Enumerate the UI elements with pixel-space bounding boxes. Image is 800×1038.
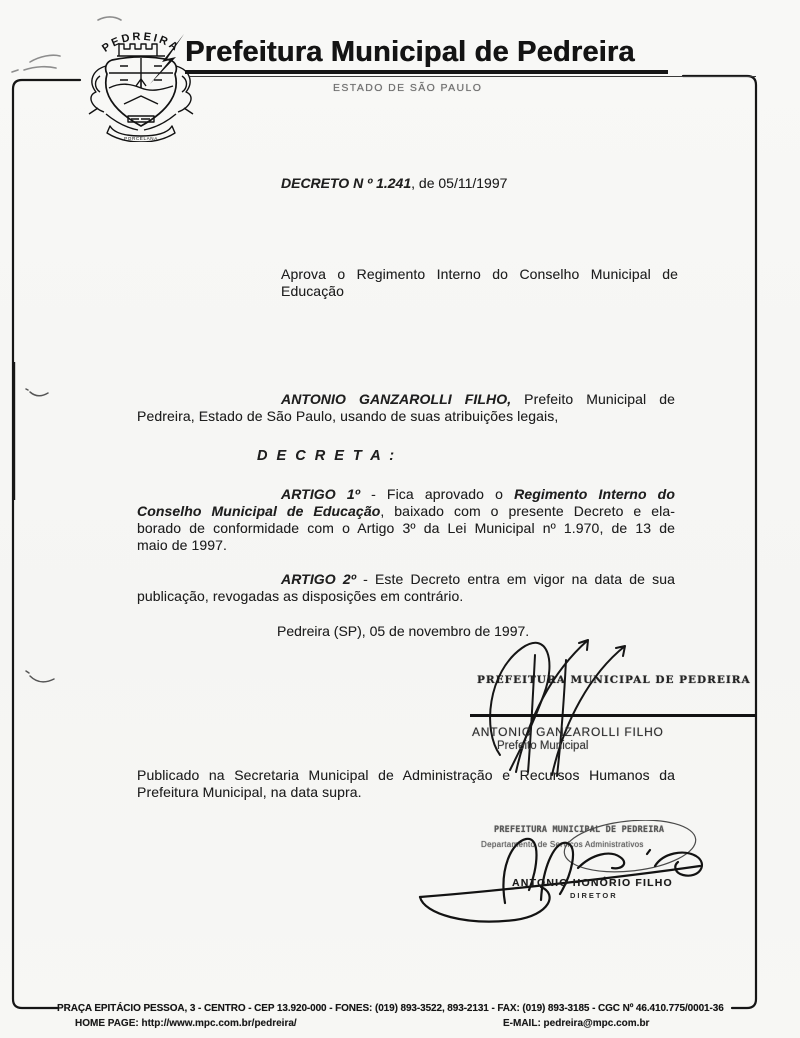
place-date-line: Pedreira (SP), 05 de novembro de 1997. — [277, 623, 530, 639]
mayor-signature — [470, 625, 670, 785]
footer-address-line: PRAÇA EPITÁCIO PESSOA, 3 - CENTRO - CEP 13.920-000 - FONES: (019) 893-3522, 893-2131 - FAX: (019) 893-3185 - CGC Nº 46.410.775/0001-36 — [57, 1003, 724, 1014]
article-2 — [137, 571, 675, 605]
summary-line1: Aprova o Regimento Interno do Conselho Municipal de — [281, 266, 678, 282]
article1-line3: borado de conformidade com o Artigo 3º da Lei Municipal nº 1.970, de 13 de — [137, 520, 675, 536]
preamble-line1 — [137, 391, 675, 408]
publication-line2: Prefeitura Municipal, na data supra. — [137, 784, 362, 800]
frame-left — [13, 80, 80, 1008]
crest-top-label: PEDREIRA — [100, 30, 182, 55]
crest-motto: PORCELANA — [124, 136, 158, 141]
summary-line2: Educação — [281, 283, 345, 299]
signature-rule — [470, 714, 756, 717]
margin-check-mark — [26, 389, 54, 682]
mayor-stamp-text: PREFEITURA MUNICIPAL DE PEDREIRA — [477, 674, 751, 686]
letterhead-title: Prefeitura Municipal de Pedreira — [185, 36, 635, 68]
preamble-line1-rest: Prefeito Municipal de — [511, 391, 675, 407]
decree-date: , de 05/11/1997 — [411, 175, 508, 191]
article1-line1-mid: - Fica aprovado o — [359, 486, 515, 502]
mayor-name-inline: ANTONIO GANZAROLLI FILHO, — [281, 391, 512, 407]
title-underline — [185, 70, 668, 74]
letterhead-subtitle: ESTADO DE SÃO PAULO — [333, 82, 483, 94]
article1-line4: maio de 1997. — [137, 537, 228, 553]
department-stamp-line2: Departamento de Serviços Administrativos — [481, 840, 644, 849]
footer-email: E-MAIL: pedreira@mpc.com.br — [503, 1018, 650, 1029]
article1-line2 — [137, 503, 675, 520]
title-underline-secondary — [190, 76, 756, 77]
decree-summary — [281, 266, 678, 300]
preamble-line2: Pedreira, Estado de São Paulo, usando de suas atribuições legais, — [137, 408, 559, 424]
footer-homepage: HOME PAGE: http://www.mpc.com.br/pedreira/ — [75, 1018, 297, 1029]
frame-scan-thickening — [12, 362, 15, 500]
article2-line1 — [137, 571, 675, 588]
article1-line2-bold: Conselho Municipal de Educação — [137, 503, 381, 519]
article1-line1-bold: Regimento Interno do — [514, 486, 675, 502]
article1-line2-rest: , baixado com o presente Decreto e ela- — [380, 503, 675, 519]
department-stamp-line1: PREFEITURA MUNICIPAL DE PEDREIRA — [494, 825, 665, 835]
mayor-role: Prefeito Municipal — [497, 740, 589, 752]
article-1 — [137, 486, 675, 554]
decree-preamble — [137, 391, 675, 425]
article2-line1-rest: - Este Decreto entra em vigor na data de sua — [356, 571, 675, 587]
article2-line2: publicação, revogadas as disposições em contrário. — [137, 588, 464, 604]
mayor-name: ANTONIO GANZAROLLI FILHO — [472, 725, 664, 739]
article1-line1 — [137, 486, 675, 503]
article1-label: ARTIGO 1º — [281, 486, 360, 502]
article2-label: ARTIGO 2º — [281, 571, 356, 587]
publication-note — [137, 767, 675, 801]
director-name: ANTONIO HONÓRIO FILHO — [512, 877, 673, 889]
decreta-heading: D E C R E T A : — [257, 448, 397, 464]
decree-number: DECRETO N º 1.241 — [281, 175, 412, 191]
decree-heading — [281, 175, 507, 191]
director-role: DIRETOR — [570, 891, 618, 900]
svg-text:PEDREIRA — [100, 31, 182, 55]
publication-line1: Publicado na Secretaria Municipal de Administração e Recursos Humanos da — [137, 767, 675, 783]
